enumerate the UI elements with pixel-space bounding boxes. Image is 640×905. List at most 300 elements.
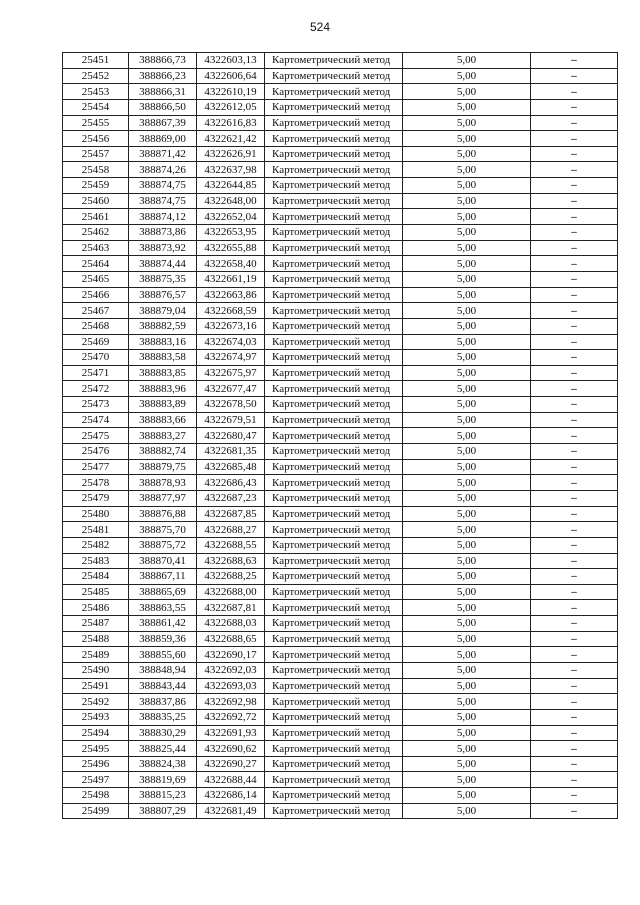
note-cell: – — [531, 725, 618, 741]
method-cell: Картометрический метод — [265, 490, 403, 506]
table-row — [63, 193, 618, 209]
x-coordinate-cell: 388873,86 — [129, 225, 197, 241]
note-cell: – — [531, 209, 618, 225]
note-cell: – — [531, 146, 618, 162]
accuracy-cell: 5,00 — [403, 475, 531, 491]
y-coordinate-cell: 4322681,49 — [197, 803, 265, 819]
table-row — [63, 662, 618, 678]
accuracy-cell: 5,00 — [403, 569, 531, 585]
note-cell: – — [531, 522, 618, 538]
x-coordinate-cell: 388871,42 — [129, 146, 197, 162]
accuracy-cell: 5,00 — [403, 256, 531, 272]
x-coordinate-cell: 388883,58 — [129, 350, 197, 366]
point-number-cell: 25473 — [63, 397, 129, 413]
table-row — [63, 537, 618, 553]
accuracy-cell: 5,00 — [403, 600, 531, 616]
y-coordinate-cell: 4322687,23 — [197, 490, 265, 506]
table-row — [63, 146, 618, 162]
note-cell: – — [531, 694, 618, 710]
y-coordinate-cell: 4322688,65 — [197, 631, 265, 647]
note-cell: – — [531, 428, 618, 444]
point-number-cell: 25497 — [63, 772, 129, 788]
point-number-cell: 25495 — [63, 741, 129, 757]
y-coordinate-cell: 4322690,27 — [197, 756, 265, 772]
point-number-cell: 25454 — [63, 99, 129, 115]
table-row — [63, 381, 618, 397]
y-coordinate-cell: 4322616,83 — [197, 115, 265, 131]
table-row — [63, 256, 618, 272]
y-coordinate-cell: 4322686,14 — [197, 788, 265, 804]
point-number-cell: 25469 — [63, 334, 129, 350]
method-cell: Картометрический метод — [265, 537, 403, 553]
point-number-cell: 25463 — [63, 240, 129, 256]
method-cell: Картометрический метод — [265, 365, 403, 381]
note-cell: – — [531, 631, 618, 647]
y-coordinate-cell: 4322685,48 — [197, 459, 265, 475]
x-coordinate-cell: 388825,44 — [129, 741, 197, 757]
method-cell: Картометрический метод — [265, 256, 403, 272]
note-cell: – — [531, 303, 618, 319]
x-coordinate-cell: 388830,29 — [129, 725, 197, 741]
note-cell: – — [531, 178, 618, 194]
table-row — [63, 725, 618, 741]
accuracy-cell: 5,00 — [403, 631, 531, 647]
note-cell: – — [531, 84, 618, 100]
table-row — [63, 444, 618, 460]
note-cell: – — [531, 678, 618, 694]
table-row — [63, 569, 618, 585]
y-coordinate-cell: 4322692,98 — [197, 694, 265, 710]
y-coordinate-cell: 4322688,00 — [197, 584, 265, 600]
x-coordinate-cell: 388874,75 — [129, 193, 197, 209]
note-cell: – — [531, 553, 618, 569]
coordinates-table — [62, 52, 618, 819]
method-cell: Картометрический метод — [265, 412, 403, 428]
table-row — [63, 350, 618, 366]
note-cell: – — [531, 99, 618, 115]
accuracy-cell: 5,00 — [403, 584, 531, 600]
table-row — [63, 318, 618, 334]
accuracy-cell: 5,00 — [403, 522, 531, 538]
table-row — [63, 522, 618, 538]
y-coordinate-cell: 4322612,05 — [197, 99, 265, 115]
table-row — [63, 475, 618, 491]
point-number-cell: 25453 — [63, 84, 129, 100]
y-coordinate-cell: 4322688,55 — [197, 537, 265, 553]
y-coordinate-cell: 4322668,59 — [197, 303, 265, 319]
accuracy-cell: 5,00 — [403, 271, 531, 287]
point-number-cell: 25481 — [63, 522, 129, 538]
point-number-cell: 25452 — [63, 68, 129, 84]
note-cell: – — [531, 709, 618, 725]
point-number-cell: 25490 — [63, 662, 129, 678]
method-cell: Картометрический метод — [265, 459, 403, 475]
x-coordinate-cell: 388875,70 — [129, 522, 197, 538]
y-coordinate-cell: 4322688,03 — [197, 616, 265, 632]
table-row — [63, 647, 618, 663]
y-coordinate-cell: 4322610,19 — [197, 84, 265, 100]
point-number-cell: 25483 — [63, 553, 129, 569]
note-cell: – — [531, 334, 618, 350]
y-coordinate-cell: 4322677,47 — [197, 381, 265, 397]
x-coordinate-cell: 388843,44 — [129, 678, 197, 694]
x-coordinate-cell: 388876,88 — [129, 506, 197, 522]
accuracy-cell: 5,00 — [403, 397, 531, 413]
y-coordinate-cell: 4322606,64 — [197, 68, 265, 84]
y-coordinate-cell: 4322655,88 — [197, 240, 265, 256]
x-coordinate-cell: 388875,35 — [129, 271, 197, 287]
accuracy-cell: 5,00 — [403, 428, 531, 444]
point-number-cell: 25478 — [63, 475, 129, 491]
x-coordinate-cell: 388876,57 — [129, 287, 197, 303]
method-cell: Картометрический метод — [265, 616, 403, 632]
y-coordinate-cell: 4322648,00 — [197, 193, 265, 209]
y-coordinate-cell: 4322661,19 — [197, 271, 265, 287]
method-cell: Картометрический метод — [265, 725, 403, 741]
x-coordinate-cell: 388883,85 — [129, 365, 197, 381]
accuracy-cell: 5,00 — [403, 490, 531, 506]
table-row — [63, 53, 618, 69]
y-coordinate-cell: 4322679,51 — [197, 412, 265, 428]
note-cell: – — [531, 444, 618, 460]
table-row — [63, 412, 618, 428]
y-coordinate-cell: 4322692,72 — [197, 709, 265, 725]
note-cell: – — [531, 475, 618, 491]
point-number-cell: 25461 — [63, 209, 129, 225]
table-row — [63, 178, 618, 194]
x-coordinate-cell: 388883,27 — [129, 428, 197, 444]
y-coordinate-cell: 4322674,97 — [197, 350, 265, 366]
table-row — [63, 788, 618, 804]
y-coordinate-cell: 4322686,43 — [197, 475, 265, 491]
accuracy-cell: 5,00 — [403, 193, 531, 209]
accuracy-cell: 5,00 — [403, 115, 531, 131]
accuracy-cell: 5,00 — [403, 803, 531, 819]
y-coordinate-cell: 4322653,95 — [197, 225, 265, 241]
y-coordinate-cell: 4322644,85 — [197, 178, 265, 194]
x-coordinate-cell: 388879,75 — [129, 459, 197, 475]
note-cell: – — [531, 647, 618, 663]
page-number: 524 — [309, 20, 331, 34]
accuracy-cell: 5,00 — [403, 788, 531, 804]
note-cell: – — [531, 803, 618, 819]
y-coordinate-cell: 4322687,85 — [197, 506, 265, 522]
table-row — [63, 428, 618, 444]
x-coordinate-cell: 388883,96 — [129, 381, 197, 397]
x-coordinate-cell: 388866,23 — [129, 68, 197, 84]
point-number-cell: 25499 — [63, 803, 129, 819]
method-cell: Картометрический метод — [265, 475, 403, 491]
point-number-cell: 25479 — [63, 490, 129, 506]
method-cell: Картометрический метод — [265, 772, 403, 788]
table-row — [63, 115, 618, 131]
table-row — [63, 209, 618, 225]
point-number-cell: 25488 — [63, 631, 129, 647]
method-cell: Картометрический метод — [265, 84, 403, 100]
y-coordinate-cell: 4322681,35 — [197, 444, 265, 460]
method-cell: Картометрический метод — [265, 115, 403, 131]
point-number-cell: 25460 — [63, 193, 129, 209]
note-cell: – — [531, 397, 618, 413]
table-row — [63, 678, 618, 694]
point-number-cell: 25484 — [63, 569, 129, 585]
y-coordinate-cell: 4322688,27 — [197, 522, 265, 538]
accuracy-cell: 5,00 — [403, 772, 531, 788]
point-number-cell: 25491 — [63, 678, 129, 694]
table-row — [63, 803, 618, 819]
accuracy-cell: 5,00 — [403, 647, 531, 663]
x-coordinate-cell: 388882,74 — [129, 444, 197, 460]
note-cell: – — [531, 318, 618, 334]
note-cell: – — [531, 600, 618, 616]
point-number-cell: 25482 — [63, 537, 129, 553]
note-cell: – — [531, 225, 618, 241]
y-coordinate-cell: 4322692,03 — [197, 662, 265, 678]
method-cell: Картометрический метод — [265, 647, 403, 663]
method-cell: Картометрический метод — [265, 444, 403, 460]
method-cell: Картометрический метод — [265, 506, 403, 522]
accuracy-cell: 5,00 — [403, 131, 531, 147]
table-row — [63, 616, 618, 632]
x-coordinate-cell: 388855,60 — [129, 647, 197, 663]
method-cell: Картометрический метод — [265, 741, 403, 757]
note-cell: – — [531, 772, 618, 788]
table-row — [63, 162, 618, 178]
x-coordinate-cell: 388867,11 — [129, 569, 197, 585]
accuracy-cell: 5,00 — [403, 537, 531, 553]
accuracy-cell: 5,00 — [403, 53, 531, 69]
table-row — [63, 68, 618, 84]
note-cell: – — [531, 584, 618, 600]
note-cell: – — [531, 412, 618, 428]
x-coordinate-cell: 388883,89 — [129, 397, 197, 413]
y-coordinate-cell: 4322678,50 — [197, 397, 265, 413]
accuracy-cell: 5,00 — [403, 756, 531, 772]
point-number-cell: 25480 — [63, 506, 129, 522]
point-number-cell: 25498 — [63, 788, 129, 804]
method-cell: Картометрический метод — [265, 553, 403, 569]
accuracy-cell: 5,00 — [403, 553, 531, 569]
accuracy-cell: 5,00 — [403, 412, 531, 428]
table-row — [63, 287, 618, 303]
point-number-cell: 25455 — [63, 115, 129, 131]
x-coordinate-cell: 388815,23 — [129, 788, 197, 804]
table-row — [63, 334, 618, 350]
table-row — [63, 694, 618, 710]
method-cell: Картометрический метод — [265, 397, 403, 413]
y-coordinate-cell: 4322637,98 — [197, 162, 265, 178]
x-coordinate-cell: 388863,55 — [129, 600, 197, 616]
note-cell: – — [531, 616, 618, 632]
table-row — [63, 506, 618, 522]
table-row — [63, 756, 618, 772]
y-coordinate-cell: 4322688,44 — [197, 772, 265, 788]
y-coordinate-cell: 4322658,40 — [197, 256, 265, 272]
method-cell: Картометрический метод — [265, 662, 403, 678]
point-number-cell: 25462 — [63, 225, 129, 241]
note-cell: – — [531, 193, 618, 209]
table-row — [63, 709, 618, 725]
method-cell: Картометрический метод — [265, 53, 403, 69]
x-coordinate-cell: 388861,42 — [129, 616, 197, 632]
x-coordinate-cell: 388883,16 — [129, 334, 197, 350]
point-number-cell: 25458 — [63, 162, 129, 178]
table-row — [63, 131, 618, 147]
accuracy-cell: 5,00 — [403, 318, 531, 334]
note-cell: – — [531, 459, 618, 475]
x-coordinate-cell: 388869,00 — [129, 131, 197, 147]
accuracy-cell: 5,00 — [403, 287, 531, 303]
method-cell: Картометрический метод — [265, 209, 403, 225]
x-coordinate-cell: 388866,73 — [129, 53, 197, 69]
note-cell: – — [531, 381, 618, 397]
coordinates-table-body — [63, 53, 618, 819]
table-row — [63, 365, 618, 381]
x-coordinate-cell: 388870,41 — [129, 553, 197, 569]
point-number-cell: 25465 — [63, 271, 129, 287]
method-cell: Картометрический метод — [265, 193, 403, 209]
method-cell: Картометрический метод — [265, 146, 403, 162]
note-cell: – — [531, 162, 618, 178]
y-coordinate-cell: 4322673,16 — [197, 318, 265, 334]
x-coordinate-cell: 388874,44 — [129, 256, 197, 272]
point-number-cell: 25476 — [63, 444, 129, 460]
y-coordinate-cell: 4322621,42 — [197, 131, 265, 147]
note-cell: – — [531, 68, 618, 84]
y-coordinate-cell: 4322690,17 — [197, 647, 265, 663]
accuracy-cell: 5,00 — [403, 725, 531, 741]
y-coordinate-cell: 4322674,03 — [197, 334, 265, 350]
y-coordinate-cell: 4322675,97 — [197, 365, 265, 381]
method-cell: Картометрический метод — [265, 803, 403, 819]
note-cell: – — [531, 741, 618, 757]
point-number-cell: 25493 — [63, 709, 129, 725]
method-cell: Картометрический метод — [265, 334, 403, 350]
x-coordinate-cell: 388848,94 — [129, 662, 197, 678]
point-number-cell: 25451 — [63, 53, 129, 69]
point-number-cell: 25467 — [63, 303, 129, 319]
method-cell: Картометрический метод — [265, 584, 403, 600]
table-row — [63, 225, 618, 241]
x-coordinate-cell: 388837,86 — [129, 694, 197, 710]
method-cell: Картометрический метод — [265, 131, 403, 147]
note-cell: – — [531, 271, 618, 287]
accuracy-cell: 5,00 — [403, 381, 531, 397]
y-coordinate-cell: 4322688,25 — [197, 569, 265, 585]
point-number-cell: 25487 — [63, 616, 129, 632]
table-row — [63, 772, 618, 788]
note-cell: – — [531, 365, 618, 381]
accuracy-cell: 5,00 — [403, 68, 531, 84]
point-number-cell: 25496 — [63, 756, 129, 772]
note-cell: – — [531, 537, 618, 553]
x-coordinate-cell: 388874,12 — [129, 209, 197, 225]
accuracy-cell: 5,00 — [403, 616, 531, 632]
accuracy-cell: 5,00 — [403, 662, 531, 678]
x-coordinate-cell: 388875,72 — [129, 537, 197, 553]
x-coordinate-cell: 388866,31 — [129, 84, 197, 100]
x-coordinate-cell: 388807,29 — [129, 803, 197, 819]
y-coordinate-cell: 4322603,13 — [197, 53, 265, 69]
table-row — [63, 99, 618, 115]
x-coordinate-cell: 388874,26 — [129, 162, 197, 178]
method-cell: Картометрический метод — [265, 694, 403, 710]
method-cell: Картометрический метод — [265, 569, 403, 585]
accuracy-cell: 5,00 — [403, 84, 531, 100]
table-row — [63, 397, 618, 413]
accuracy-cell: 5,00 — [403, 334, 531, 350]
note-cell: – — [531, 256, 618, 272]
method-cell: Картометрический метод — [265, 428, 403, 444]
method-cell: Картометрический метод — [265, 271, 403, 287]
table-row — [63, 303, 618, 319]
x-coordinate-cell: 388877,97 — [129, 490, 197, 506]
note-cell: – — [531, 756, 618, 772]
y-coordinate-cell: 4322687,81 — [197, 600, 265, 616]
x-coordinate-cell: 388883,66 — [129, 412, 197, 428]
accuracy-cell: 5,00 — [403, 365, 531, 381]
method-cell: Картометрический метод — [265, 600, 403, 616]
note-cell: – — [531, 490, 618, 506]
method-cell: Картометрический метод — [265, 631, 403, 647]
note-cell: – — [531, 53, 618, 69]
point-number-cell: 25494 — [63, 725, 129, 741]
y-coordinate-cell: 4322691,93 — [197, 725, 265, 741]
accuracy-cell: 5,00 — [403, 209, 531, 225]
method-cell: Картометрический метод — [265, 287, 403, 303]
method-cell: Картометрический метод — [265, 756, 403, 772]
accuracy-cell: 5,00 — [403, 99, 531, 115]
point-number-cell: 25471 — [63, 365, 129, 381]
note-cell: – — [531, 131, 618, 147]
x-coordinate-cell: 388866,50 — [129, 99, 197, 115]
method-cell: Картометрический метод — [265, 240, 403, 256]
point-number-cell: 25489 — [63, 647, 129, 663]
point-number-cell: 25464 — [63, 256, 129, 272]
table-row — [63, 631, 618, 647]
y-coordinate-cell: 4322688,63 — [197, 553, 265, 569]
method-cell: Картометрический метод — [265, 225, 403, 241]
x-coordinate-cell: 388835,25 — [129, 709, 197, 725]
note-cell: – — [531, 240, 618, 256]
point-number-cell: 25485 — [63, 584, 129, 600]
note-cell: – — [531, 788, 618, 804]
table-row — [63, 490, 618, 506]
accuracy-cell: 5,00 — [403, 225, 531, 241]
table-row — [63, 741, 618, 757]
table-row — [63, 240, 618, 256]
point-number-cell: 25486 — [63, 600, 129, 616]
x-coordinate-cell: 388882,59 — [129, 318, 197, 334]
point-number-cell: 25457 — [63, 146, 129, 162]
x-coordinate-cell: 388867,39 — [129, 115, 197, 131]
note-cell: – — [531, 506, 618, 522]
accuracy-cell: 5,00 — [403, 694, 531, 710]
note-cell: – — [531, 350, 618, 366]
accuracy-cell: 5,00 — [403, 162, 531, 178]
table-row — [63, 271, 618, 287]
point-number-cell: 25477 — [63, 459, 129, 475]
method-cell: Картометрический метод — [265, 381, 403, 397]
accuracy-cell: 5,00 — [403, 350, 531, 366]
y-coordinate-cell: 4322652,04 — [197, 209, 265, 225]
x-coordinate-cell: 388824,38 — [129, 756, 197, 772]
accuracy-cell: 5,00 — [403, 240, 531, 256]
x-coordinate-cell: 388874,75 — [129, 178, 197, 194]
point-number-cell: 25492 — [63, 694, 129, 710]
method-cell: Картометрический метод — [265, 709, 403, 725]
x-coordinate-cell: 388873,92 — [129, 240, 197, 256]
